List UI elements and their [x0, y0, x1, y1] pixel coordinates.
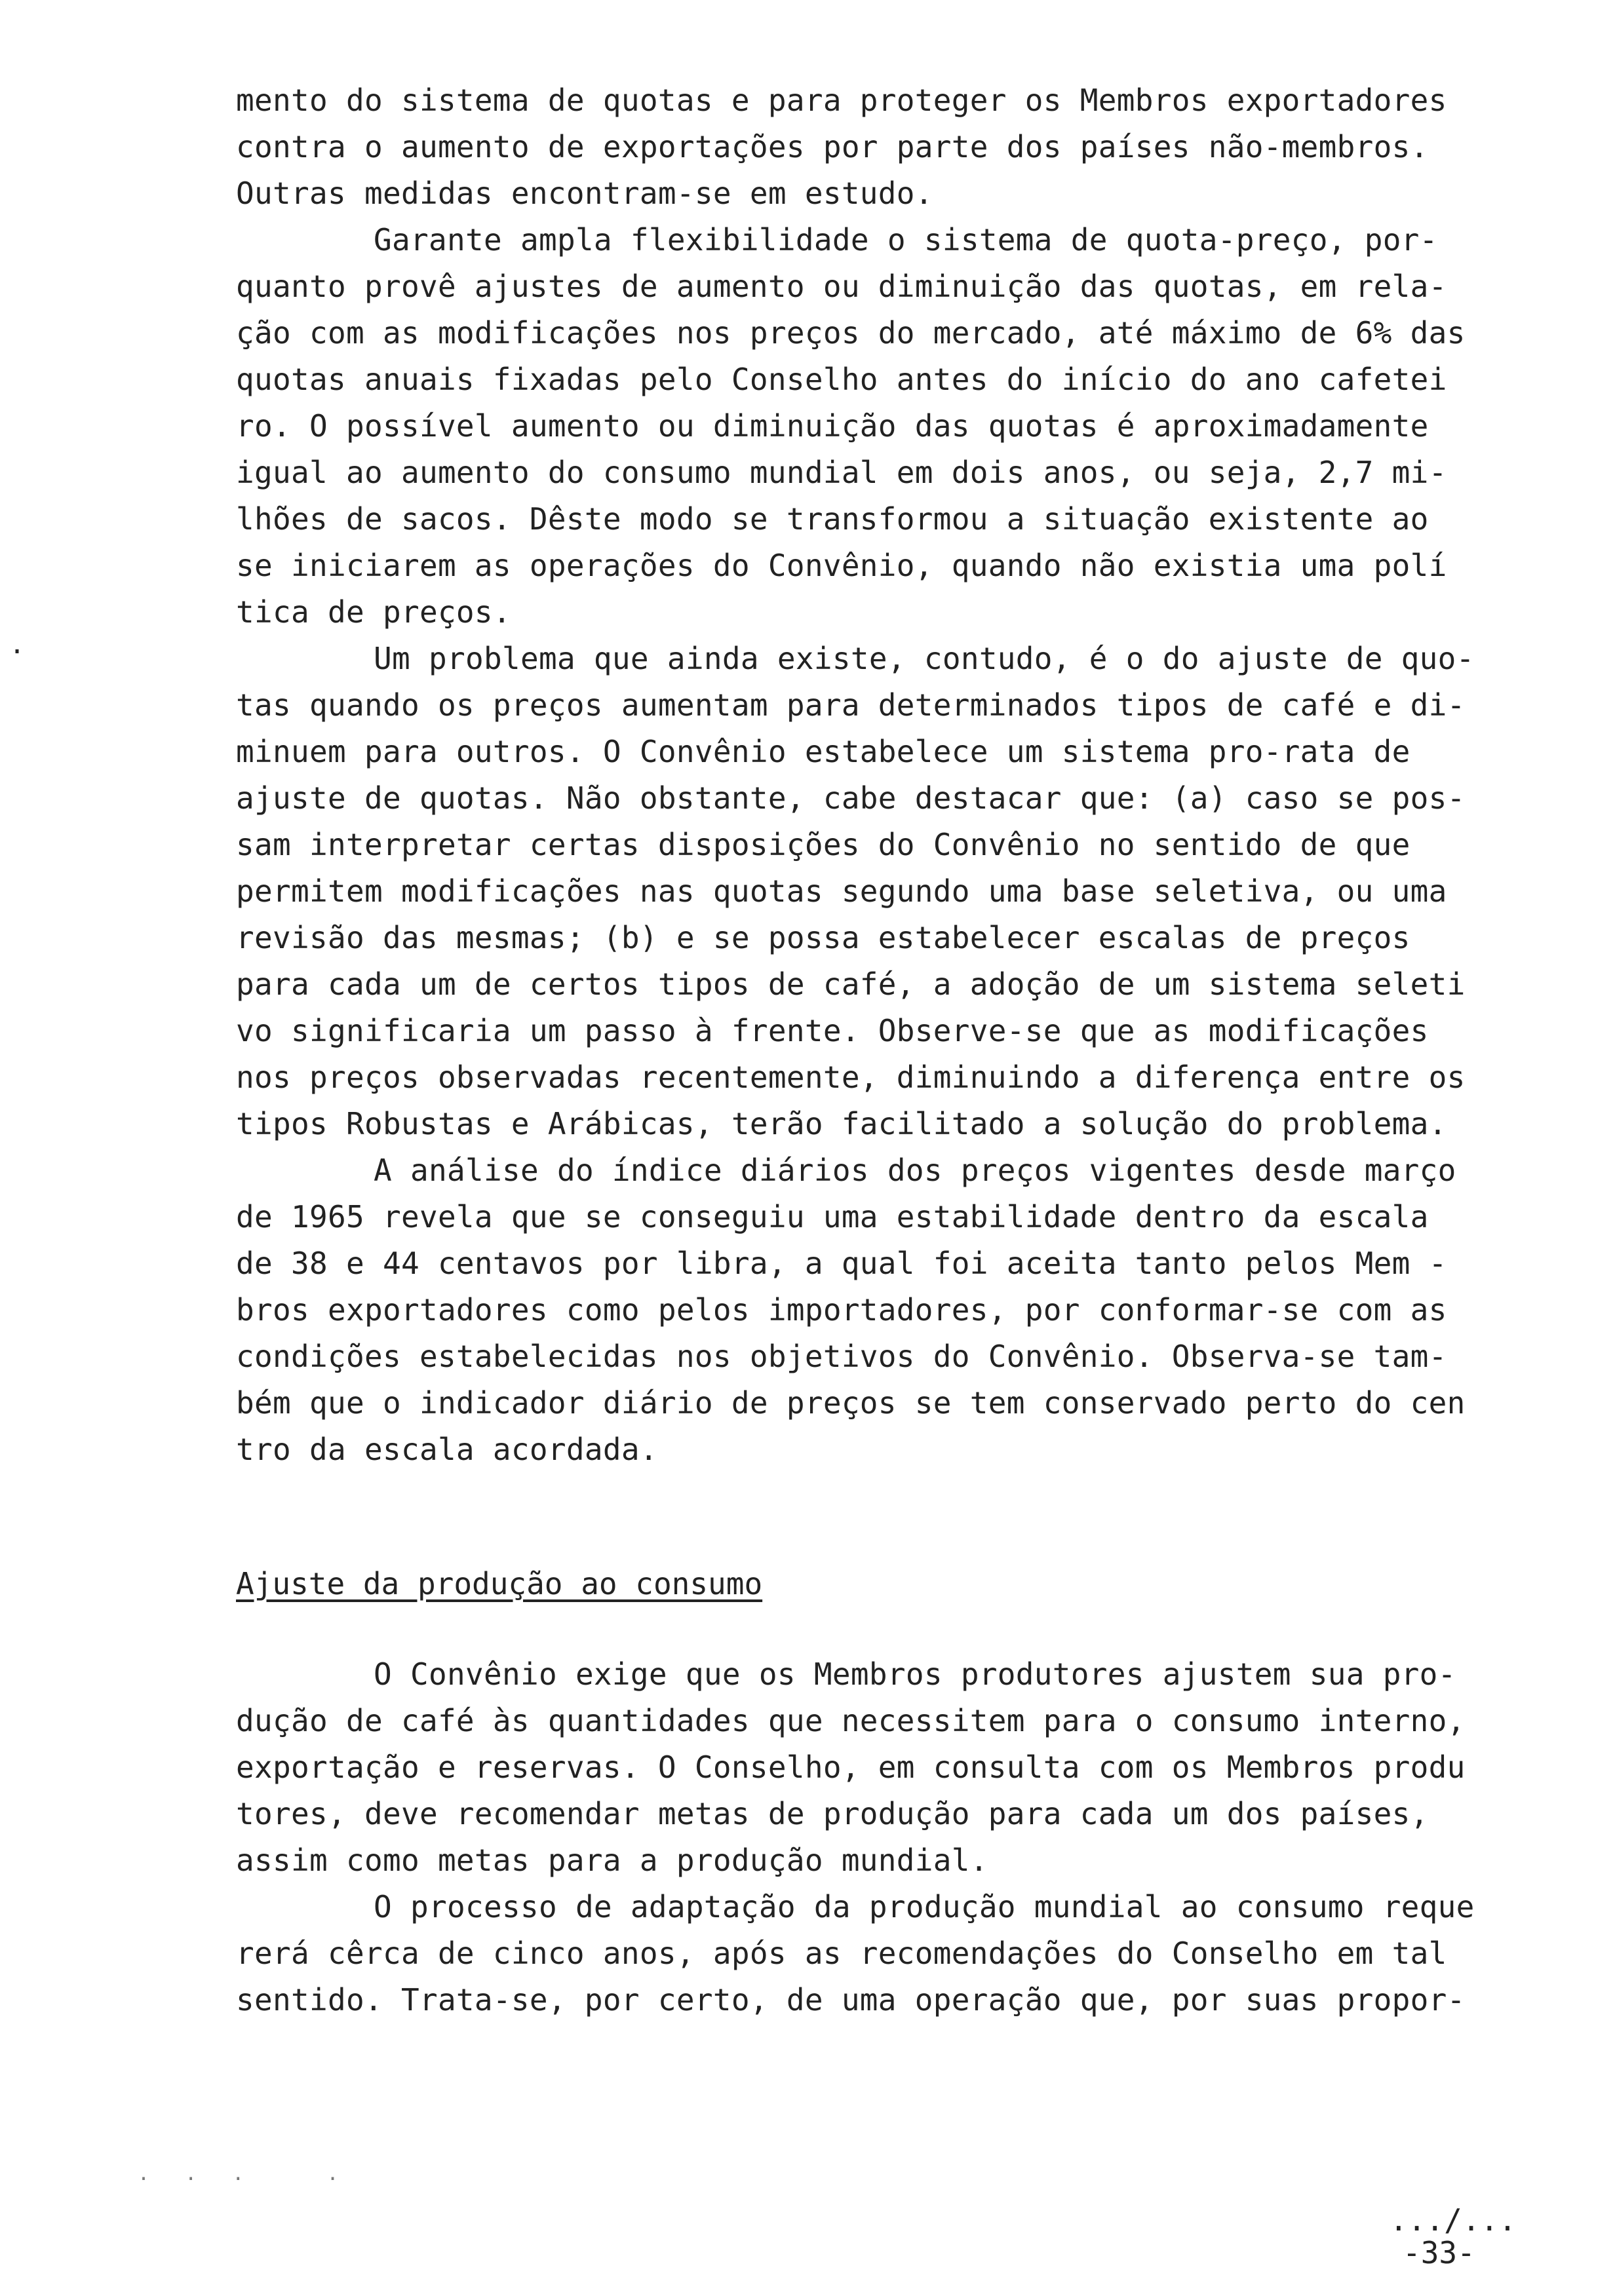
body-text-block-1	[236, 77, 1586, 1473]
text-line: Garante ampla flexibilidade o sistema de quota-preço, por-	[374, 222, 1438, 258]
text-line: exportação e reservas. O Conselho, em consulta com os Membros produ	[236, 1750, 1466, 1785]
text-line: O Convênio exige que os Membros produtores ajustem sua pro-	[374, 1656, 1456, 1692]
text-line: bros exportadores como pelos importadores, por conformar-se com as	[236, 1292, 1447, 1328]
text-line: de 1965 revela que se conseguiu uma estabilidade dentro da escala	[236, 1199, 1429, 1234]
text-line: minuem para outros. O Convênio estabelece um sistema pro-rata de	[236, 734, 1411, 769]
text-line: assim como metas para a produção mundial.	[236, 1843, 988, 1878]
text-line: ção com as modificações nos preços do mercado, até máximo de 6% das	[236, 315, 1466, 351]
text-line: lhões de sacos. Dêste modo se transformou a situação existente ao	[236, 501, 1429, 537]
text-line: sam interpretar certas disposições do Convênio no sentido de que	[236, 827, 1411, 862]
text-line: nos preços observadas recentemente, diminuindo a diferença entre os	[236, 1060, 1466, 1095]
text-line: tica de preços.	[236, 594, 511, 630]
text-line: A análise do índice diários dos preços vigentes desde março	[374, 1153, 1456, 1188]
text-line: Um problema que ainda existe, contudo, é o do ajuste de quo-	[374, 641, 1475, 676]
text-line: bém que o indicador diário de preços se tem conservado perto do cen	[236, 1385, 1466, 1421]
text-line: vo significaria um passo à frente. Observe-se que as modificações	[236, 1013, 1429, 1048]
text-line: dução de café às quantidades que necessitem para o consumo interno,	[236, 1703, 1466, 1738]
section-heading: Ajuste da produção ao consumo	[236, 1566, 763, 1601]
text-line: quotas anuais fixadas pelo Conselho antes do início do ano cafetei	[236, 362, 1447, 397]
body-text-block-2	[236, 1651, 1586, 2023]
text-line: sentido. Trata-se, por certo, de uma operação que, por suas propor-	[236, 1982, 1466, 2018]
text-line: igual ao aumento do consumo mundial em dois anos, ou seja, 2,7 mi-	[236, 455, 1447, 490]
page-number: -33-	[1403, 2235, 1475, 2270]
paper-specks: . . . .	[138, 2162, 351, 2185]
text-line: mento do sistema de quotas e para proteger os Membros exportadores	[236, 83, 1447, 118]
text-line: tro da escala acordada.	[236, 1432, 658, 1467]
continuation-mark: .../...	[1390, 2202, 1517, 2238]
text-line: para cada um de certos tipos de café, a adoção de um sistema seleti	[236, 966, 1466, 1002]
text-line: rerá cêrca de cinco anos, após as recomendações do Conselho em tal	[236, 1936, 1447, 1971]
text-line: contra o aumento de exportações por parte dos países não-membros.	[236, 129, 1429, 164]
text-line: se iniciarem as operações do Convênio, quando não existia uma polí	[236, 548, 1447, 583]
text-line: O processo de adaptação da produção mundial ao consumo reque	[374, 1889, 1475, 1924]
text-line: Outras medidas encontram-se em estudo.	[236, 176, 933, 211]
text-line: ro. O possível aumento ou diminuição das quotas é aproximadamente	[236, 408, 1429, 444]
text-line: revisão das mesmas; (b) e se possa estabelecer escalas de preços	[236, 920, 1411, 955]
text-line: tores, deve recomendar metas de produção para cada um dos países,	[236, 1796, 1429, 1831]
text-line: ajuste de quotas. Não obstante, cabe destacar que: (a) caso se pos-	[236, 780, 1466, 816]
text-line: tipos Robustas e Arábicas, terão facilitado a solução do problema.	[236, 1106, 1447, 1141]
text-line: tas quando os preços aumentam para determinados tipos de café e di-	[236, 687, 1466, 723]
text-line: condições estabelecidas nos objetivos do Convênio. Observa-se tam-	[236, 1339, 1447, 1374]
margin-mark: ·	[9, 637, 26, 667]
text-line: quanto provê ajustes de aumento ou diminuição das quotas, em rela-	[236, 269, 1447, 304]
text-line: de 38 e 44 centavos por libra, a qual foi aceita tanto pelos Mem -	[236, 1246, 1447, 1281]
text-line: permitem modificações nas quotas segundo uma base seletiva, ou uma	[236, 873, 1447, 909]
